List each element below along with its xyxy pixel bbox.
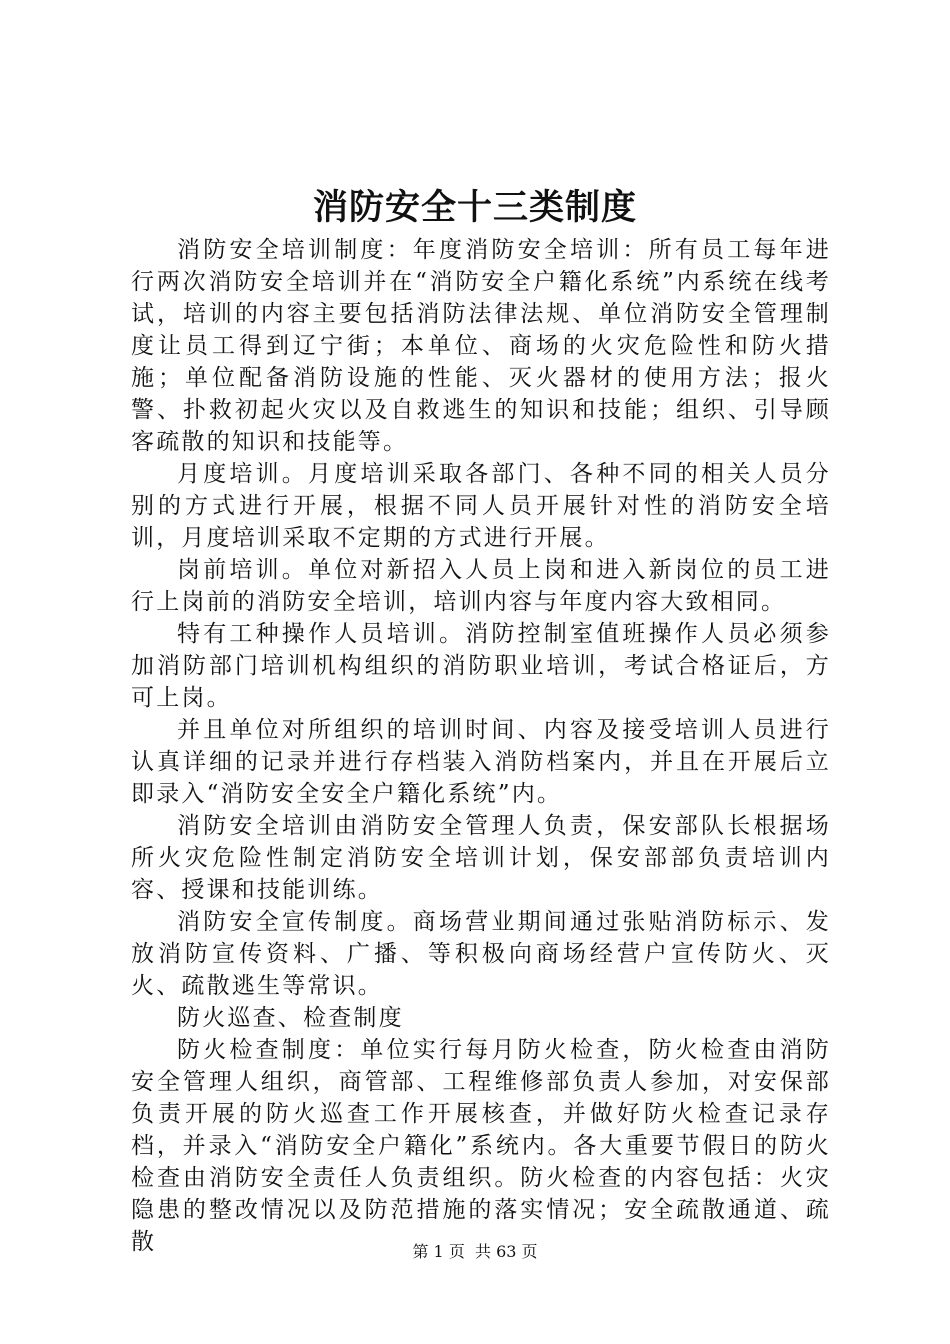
paragraph-monthly-training: 月度培训。月度培训采取各部门、各种不同的相关人员分别的方式进行开展，根据不同人员开展针对性的消防安全培训，月度培训采取不定期的方式进行开展。 [131, 461, 831, 551]
paragraph-inspection-system: 防火检查制度：单位实行每月防火检查，防火检查由消防安全管理人组织，商管部、工程维修部负责人参加，对安保部负责开展的防火巡查工作开展核查，并做好防火检查记录存档，并录入“消防安全户籍化”系统内。各大重要节假日的防火检查由消防安全责任人负责组织。防火检查的内容包括：火灾隐患的整改情况以及防范措施的落实情况；安全疏散通道、疏散 [131, 1037, 831, 1255]
section-heading-patrol-inspection: 防火巡查、检查制度 [177, 1005, 404, 1031]
document-body [131, 234, 831, 1258]
paragraph-training-responsibility: 消防安全培训由消防安全管理人负责，保安部队长根据场所火灾危险性制定消防安全培训计划，保安部部负责培训内容、授课和技能训练。 [131, 813, 831, 903]
paragraph-annual-training: 消防安全培训制度：年度消防安全培训：所有员工每年进行两次消防安全培训并在“消防安全户籍化系统”内系统在线考试，培训的内容主要包括消防法律法规、单位消防安全管理制度让员工得到辽宁街；本单位、商场的火灾危险性和防火措施；单位配备消防设施的性能、灭火器材的使用方法；报火警、扑救初起火灾以及自救逃生的知识和技能；组织、引导顾客疏散的知识和技能等。 [131, 237, 831, 455]
paragraph-special-operator-training: 特有工种操作人员培训。消防控制室值班操作人员必须参加消防部门培训机构组织的消防职业培训，考试合格证后，方可上岗。 [131, 621, 831, 711]
page-number-label: 第 1 页 共 63 页 [412, 1242, 538, 1261]
paragraph-publicity-system: 消防安全宣传制度。商场营业期间通过张贴消防标示、发放消防宣传资料、广播、等积极向商场经营户宣传防火、灭火、疏散逃生等常识。 [131, 909, 831, 999]
page-footer [0, 1240, 950, 1264]
paragraph-training-records: 并且单位对所组织的培训时间、内容及接受培训人员进行认真详细的记录并进行存档装入消防档案内，并且在开展后立即录入“消防安全安全户籍化系统”内。 [131, 717, 831, 807]
paragraph-pre-job-training: 岗前培训。单位对新招入人员上岗和进入新岗位的员工进行上岗前的消防安全培训，培训内容与年度内容大致相同。 [131, 557, 831, 615]
document-title: 消防安全十三类制度 [312, 187, 637, 228]
